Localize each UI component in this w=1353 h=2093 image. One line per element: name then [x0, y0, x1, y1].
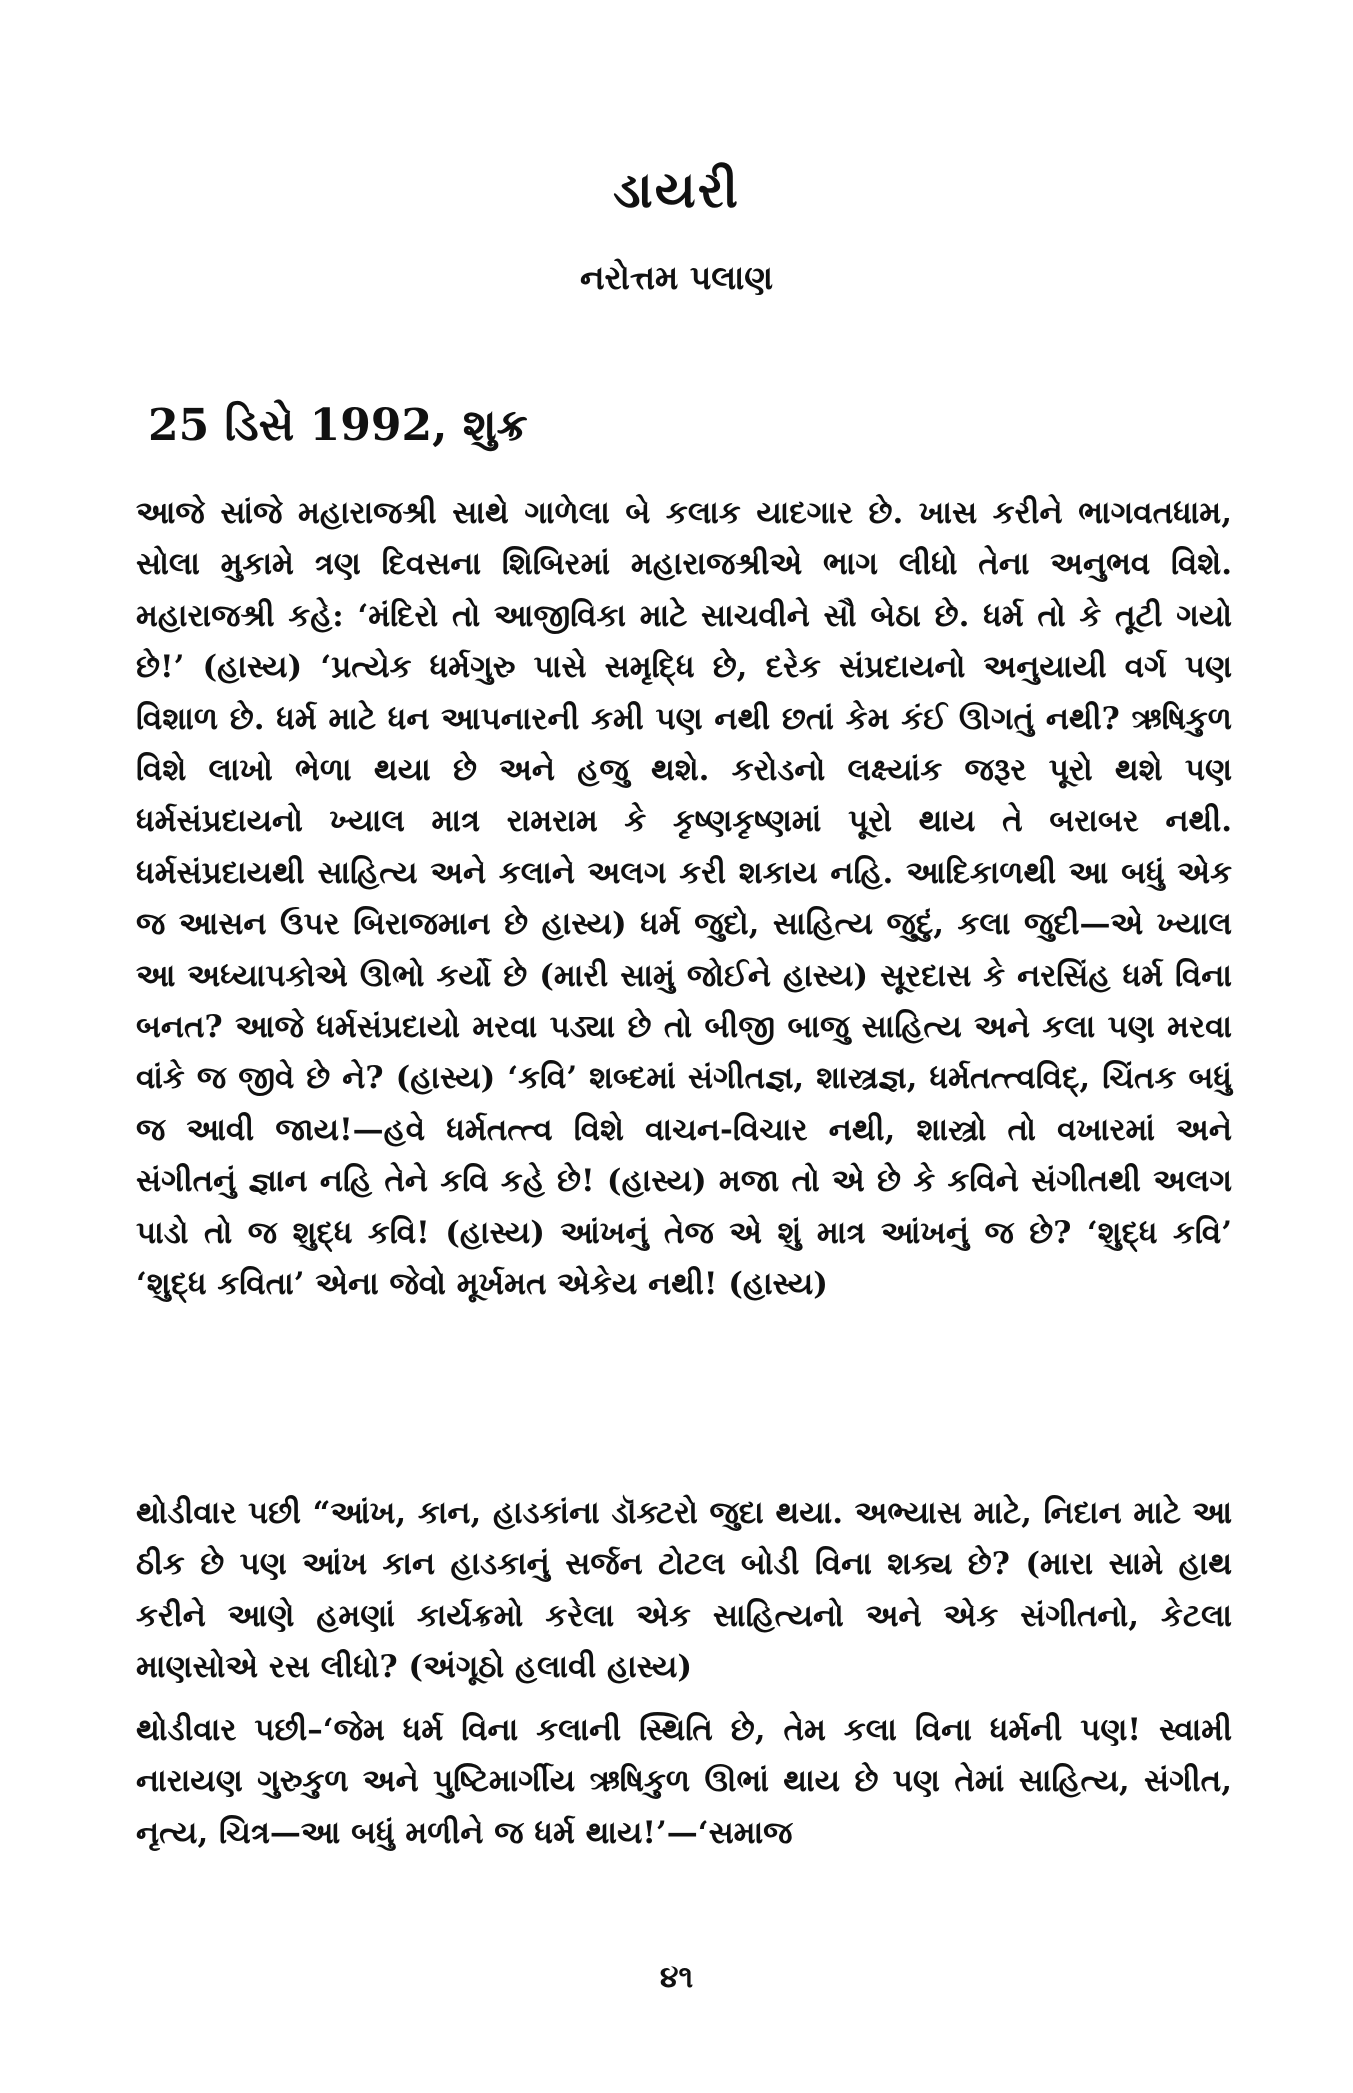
document-title: ડાયરી [613, 160, 740, 219]
page-number: ૪૧ [659, 1960, 694, 1995]
author-name: નરોત્તમ પલાણ [579, 258, 774, 297]
paragraph: આજે સાંજે મહારાજશ્રી સાથે ગાળેલા બે કલાક યાદગાર છે. ખાસ કરીને ભાગવતધામ, સોલા મુકામે ત્રણ દિવસના શિબિરમાં મહારાજશ્રીએ ભાગ લીધો તેના અનુભવ વિશે. મહારાજશ્રી કહે: ‘મંદિરો તો આજીવિકા માટે સાચવીને સૌ બેઠા છે. ધર્મ તો કે તૂટી ગયો છે!’ (હાસ્ય) ‘પ્રત્યેક ધર્મગુરુ પાસે સમૃદ્ધિ છે, દરેક સંપ્રદાયનો અનુયાયી વર્ગ પણ વિશાળ છે. ધર્મ માટે ધન આપનારની કમી પણ નથી છતાં કેમ કંઈ ઊગતું નથી? ઋષિકુળ વિશે લાખો ભેળા થયા છે અને હજુ થશે. કરોડનો લક્ષ્યાંક જરૂર પૂરો થશે પણ ધર્મસંપ્રદાયનો ખ્યાલ માત્ર રામરામ કે કૃષ્ણકૃષ્ણમાં પૂરો થાય તે બરાબર નથી. ધર્મસંપ્રદાયથી સાહિત્ય અને કલાને અલગ કરી શકાય નહિ. આદિકાળથી આ બધું એક જ આસન ઉપર બિરાજમાન છે હાસ્ય) ધર્મ જુદો, સાહિત્ય જુદું, કલા જુદી—એ ખ્યાલ આ અધ્યાપકોએ ઊભો કર્યો છે (મારી સામું જોઈને હાસ્ય) સૂરદાસ કે નરસિંહ ધર્મ વિના બનત? આજે ધર્મસંપ્રદાયો મરવા પડ્યા છે તો બીજી બાજુ સાહિત્ય અને કલા પણ મરવા વાંકે જ જીવે છે ને? (હાસ્ય) ‘કવિ’ શબ્દમાં સંગીતજ્ઞ, શાસ્ત્રજ્ઞ, ધર્મતત્ત્વવિદ્, ચિંતક બધું જ આવી જાય!—હવે ધર્મતત્ત્વ વિશે વાચન-વિચાર નથી, શાસ્ત્રો તો વખારમાં અને સંગીતનું જ્ઞાન નહિ તેને કવિ કહે છે! (હાસ્ય) મજા તો એ છે કે કવિને સંગીતથી અલગ પાડો તો જ શુદ્ધ કવિ! (હાસ્ય) આંખનું તેજ એ શું માત્ર આંખનું જ છે? ‘શુદ્ધ કવિ’ ‘શુદ્ધ કવિતા’ એના જેવો મૂર્ખમત એકેય નથી! (હાસ્ય) [136, 495, 1232, 1303]
paragraph: થોડીવાર પછી “આંખ, કાન, હાડકાંના ડૉક્ટરો જુદા થયા. અભ્યાસ માટે, નિદાન માટે આ ઠીક છે પણ આંખ કાન હાડકાનું સર્જન ટોટલ બોડી વિના શક્ય છે? (મારા સામે હાથ કરીને આણે હમણાં કાર્યક્રમો કરેલા એક સાહિત્યનો અને એક સંગીતનો, કેટલા માણસોએ રસ લીધો? (અંગૂઠો હલાવી હાસ્ય) [136, 1495, 1232, 1686]
diary-entry-date: 25 ડિસે 1992, શુક્ર [148, 400, 528, 451]
paragraph: થોડીવાર પછી–‘જેમ ધર્મ વિના કલાની સ્થિતિ છે, તેમ કલા વિના ધર્મની પણ! સ્વામી નારાયણ ગુરુકુળ અને પુષ્ટિમાર્ગીય ઋષિકુળ ઊભાં થાય છે પણ તેમાં સાહિત્ય, સંગીત, નૃત્ય, ચિત્ર—આ બધું મળીને જ ધર્મ થાય!’—‘સમાજ [136, 1712, 1232, 1851]
